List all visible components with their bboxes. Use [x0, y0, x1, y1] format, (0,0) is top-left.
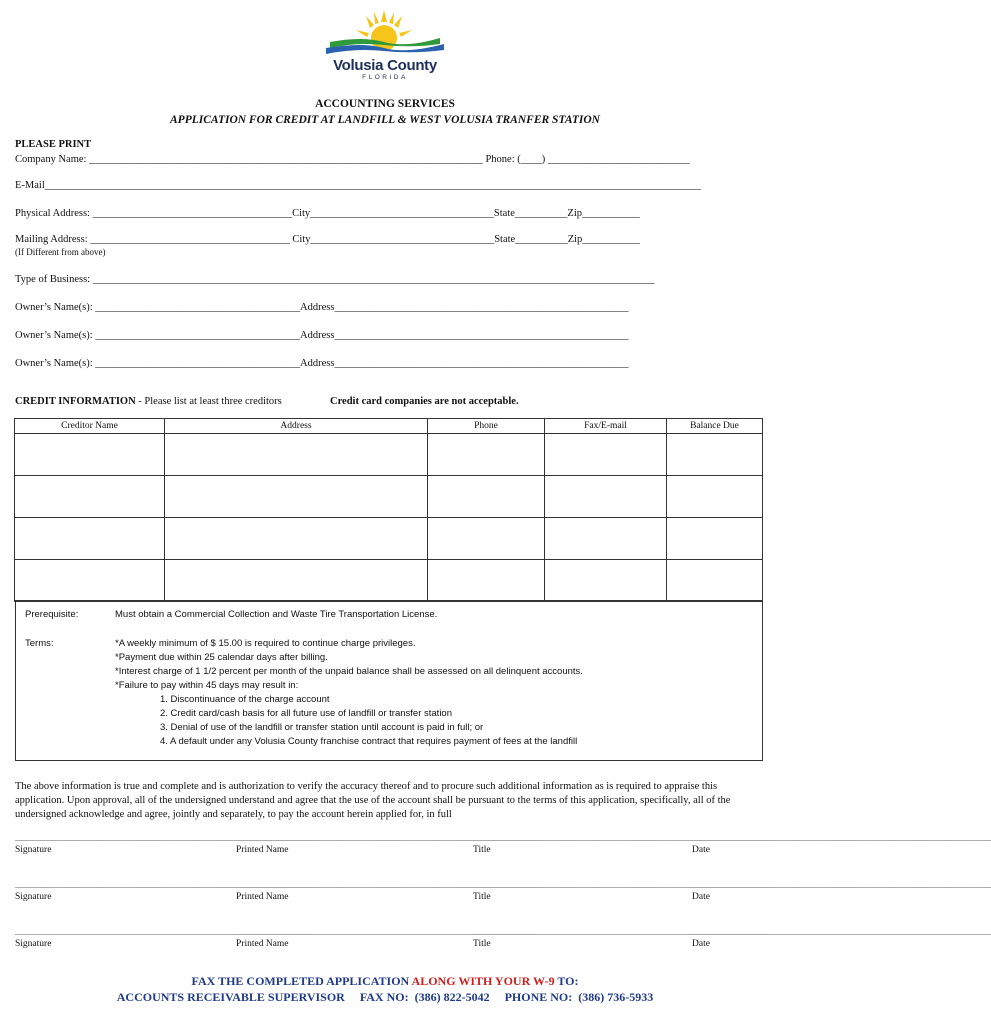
signature-line[interactable]: _______________________________________________________________ [15, 880, 315, 890]
prerequisite-label: Prerequisite: [25, 609, 79, 620]
column-header: Address [165, 419, 428, 434]
owner-name-field-2[interactable]: Owner’s Name(s): _______________________________________Address________________________________________________________ [15, 330, 629, 341]
terms-label: Terms: [25, 638, 54, 649]
printed-name-label: Printed Name [236, 845, 289, 855]
owner-name-field-3[interactable]: Owner’s Name(s): _______________________________________Address________________________________________________________ [15, 358, 629, 369]
footer-contact: ACCOUNTS RECEIVABLE SUPERVISOR FAX NO: (386) 822-5042 PHONE NO: (386) 736-5933 [116, 990, 654, 1004]
date-line[interactable]: _______________________________________________________________ [692, 880, 991, 890]
title-label: Title [473, 939, 491, 949]
column-header: Balance Due [667, 419, 763, 434]
mailing-address-field[interactable]: Mailing Address: ______________________________________ City___________________________________State__________Zip___________ [15, 234, 641, 245]
date-label: Date [692, 845, 710, 855]
terms-subline: 1. Discontinuance of the charge account [160, 694, 330, 705]
title-label: Title [473, 892, 491, 902]
footer-text-a: FAX THE COMPLETED APPLICATION [191, 974, 412, 988]
credit-info-heading [15, 396, 282, 407]
printed-name-line[interactable]: _______________________________________________________________ [236, 833, 536, 843]
table-cell[interactable] [667, 476, 763, 518]
date-label: Date [692, 892, 710, 902]
terms-box [15, 600, 763, 761]
title-line[interactable]: _______________________________________________________________ [473, 833, 773, 843]
table-cell[interactable] [428, 434, 545, 476]
page-title: ACCOUNTING SERVICES [315, 98, 455, 110]
table-cell[interactable] [15, 518, 165, 560]
footer-text-c: TO: [554, 974, 579, 988]
printed-name-line[interactable]: _______________________________________________________________ [236, 880, 536, 890]
table-cell[interactable] [165, 434, 428, 476]
signature-label: Signature [15, 845, 52, 855]
date-line[interactable]: _______________________________________________________________ [692, 833, 991, 843]
table-cell[interactable] [428, 476, 545, 518]
prerequisite-text: Must obtain a Commercial Collection and Waste Tire Transportation License. [115, 609, 438, 620]
table-cell[interactable] [667, 560, 763, 602]
terms-line: *Interest charge of 1 1/2 percent per month of the unpaid balance shall be assessed on all delinquent accounts. [115, 666, 583, 677]
date-label: Date [692, 939, 710, 949]
printed-name-line[interactable]: _______________________________________________________________ [236, 927, 536, 937]
terms-line: *Failure to pay within 45 days may result in: [115, 680, 299, 691]
terms-subline: 4. A default under any Volusia County franchise contract that requires payment of fees at the landfill [160, 736, 578, 747]
owner-name-field-1[interactable]: Owner’s Name(s): _______________________________________Address________________________________________________________ [15, 302, 629, 313]
footer-instruction [0, 974, 770, 989]
table-cell[interactable] [165, 518, 428, 560]
column-header: Creditor Name [15, 419, 165, 434]
table-row [15, 560, 763, 602]
email-field[interactable]: E-Mail_____________________________________________________________________________________________________________________________ [15, 180, 701, 191]
company-phone-field[interactable]: Company Name: ___________________________________________________________________________ Phone: (____) ___________________________ [15, 154, 690, 165]
table-cell[interactable] [15, 434, 165, 476]
business-type-field[interactable]: Type of Business: ___________________________________________________________________________________________________________ [15, 274, 655, 285]
table-cell[interactable] [667, 434, 763, 476]
page-subtitle: APPLICATION FOR CREDIT AT LANDFILL & WEST VOLUSIA TRANFER STATION [170, 114, 600, 126]
please-print-label: PLEASE PRINT [15, 139, 92, 150]
printed-name-label: Printed Name [236, 892, 289, 902]
table-cell[interactable] [428, 518, 545, 560]
table-cell[interactable] [667, 518, 763, 560]
table-cell[interactable] [545, 434, 667, 476]
mailing-note: (If Different from above) [15, 247, 106, 257]
sun-logo-icon [322, 8, 448, 58]
table-cell[interactable] [165, 476, 428, 518]
table-cell[interactable] [545, 560, 667, 602]
agreement-paragraph: The above information is true and complete and is authorization to verify the accuracy thereof and to procure such additional information as is required to appraise this application. Upon approval, all of the undersigned understand and agree that the use of the account shall be pursuant to the terms of this application, specifically, all of the undersigned acknowledge and agree, jointly and separately, to pay the account herein applied for, in full [15, 781, 731, 820]
table-cell[interactable] [545, 476, 667, 518]
terms-subline: 3. Denial of use of the landfill or transfer station until account is paid in full; or [160, 722, 484, 733]
signature-label: Signature [15, 939, 52, 949]
creditor-table [14, 418, 763, 602]
physical-address-field[interactable]: Physical Address: ______________________________________City___________________________________State__________Zip___________ [15, 208, 640, 219]
table-row [15, 476, 763, 518]
table-cell[interactable] [15, 476, 165, 518]
logo-state: FLORIDA [362, 74, 408, 81]
footer-w9-highlight: ALONG WITH YOUR W-9 [411, 974, 555, 988]
column-header: Phone [428, 419, 545, 434]
terms-line: *Payment due within 25 calendar days after billing. [115, 652, 328, 663]
column-header: Fax/E-mail [545, 419, 667, 434]
credit-instruction: - Please list at least three creditors [135, 396, 282, 407]
table-header-row [15, 419, 763, 434]
signature-line[interactable]: _______________________________________________________________ [15, 927, 315, 937]
table-cell[interactable] [165, 560, 428, 602]
terms-line: *A weekly minimum of $ 15.00 is required to continue charge privileges. [115, 638, 416, 649]
signature-label: Signature [15, 892, 52, 902]
volusia-county-logo [322, 8, 448, 84]
credit-card-notice: Credit card companies are not acceptable. [330, 396, 519, 407]
table-row [15, 518, 763, 560]
title-line[interactable]: _______________________________________________________________ [473, 927, 773, 937]
title-line[interactable]: _______________________________________________________________ [473, 880, 773, 890]
signature-line[interactable]: _______________________________________________________________ [15, 833, 315, 843]
printed-name-label: Printed Name [236, 939, 289, 949]
logo-wordmark: Volusia County [333, 57, 437, 74]
table-cell[interactable] [545, 518, 667, 560]
date-line[interactable]: _______________________________________________________________ [692, 927, 991, 937]
credit-heading-text: CREDIT INFORMATION [15, 396, 136, 407]
terms-subline: 2. Credit card/cash basis for all future use of landfill or transfer station [160, 708, 452, 719]
table-cell[interactable] [15, 560, 165, 602]
title-label: Title [473, 845, 491, 855]
table-row [15, 434, 763, 476]
table-cell[interactable] [428, 560, 545, 602]
